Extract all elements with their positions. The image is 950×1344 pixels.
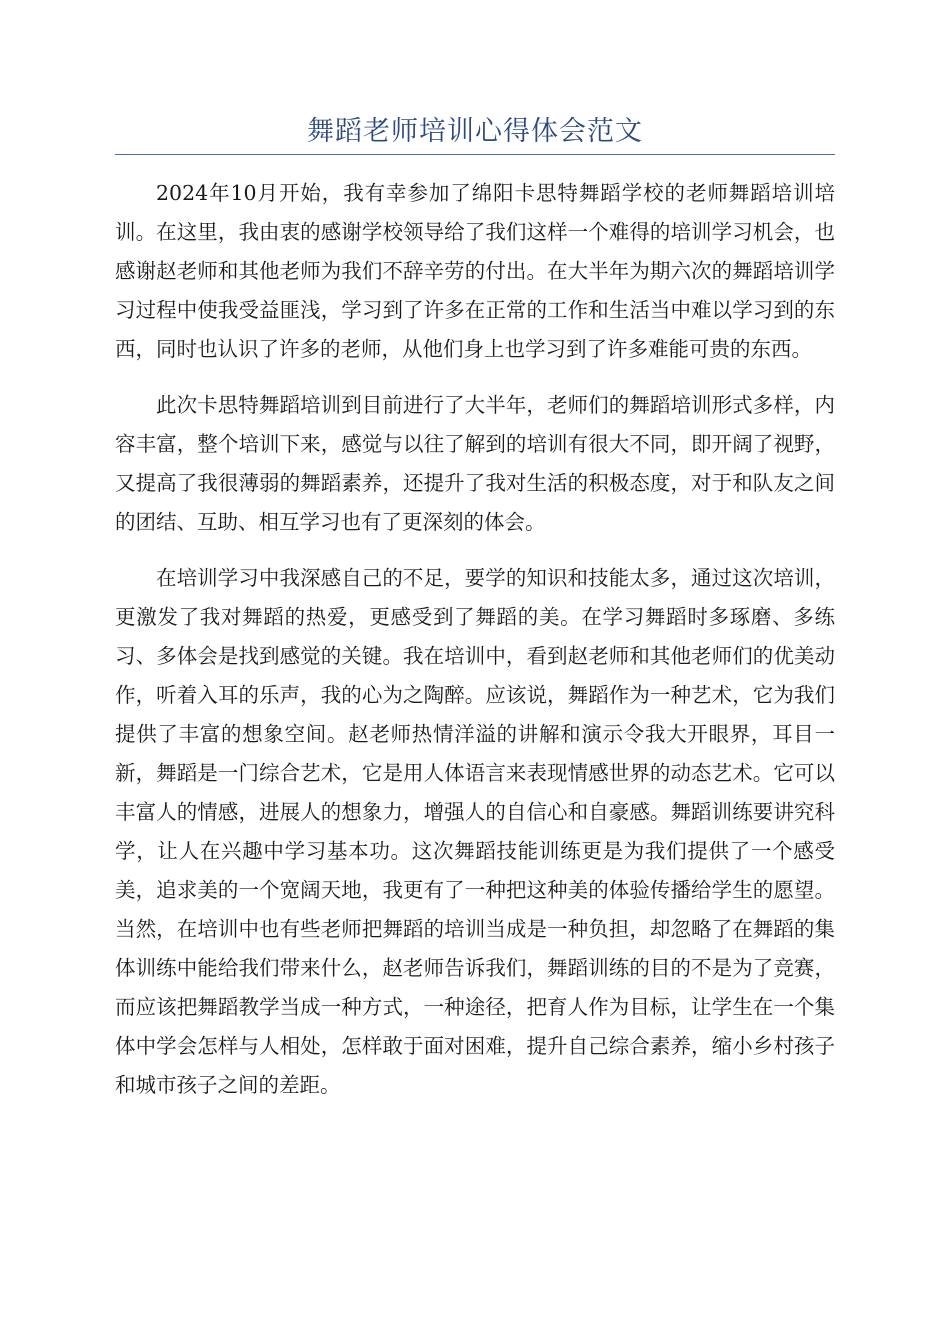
document-body [115,174,835,1122]
paragraph-2: 此次卡思特舞蹈培训到目前进行了大半年，老师们的舞蹈培训形式多样，内容丰富，整个培训下来，感觉与以往了解到的培训有很大不同，即开阔了视野，又提高了我很薄弱的舞蹈素养，还提升了我对生活的积极态度，对于和队友之间的团结、互助、相互学习也有了更深刻的体会。 [115,393,835,534]
title-underline [115,154,835,155]
paragraph-3: 在培训学习中我深感自己的不足，要学的知识和技能太多，通过这次培训，更激发了我对舞蹈的热爱，更感受到了舞蹈的美。在学习舞蹈时多琢磨、多练习、多体会是找到感觉的关键。我在培训中，看到赵老师和其他老师们的优美动作，听着入耳的乐声，我的心为之陶醉。应该说，舞蹈作为一种艺术，它为我们提供了丰富的想象空间。赵老师热情洋溢的讲解和演示令我大开眼界，耳目一新，舞蹈是一门综合艺术，它是用人体语言来表现情感世界的动态艺术。它可以丰富人的情感，进展人的想象力，增强人的自信心和自豪感。舞蹈训练要讲究科学，让人在兴趣中学习基本功。这次舞蹈技能训练更是为我们提供了一个感受美，追求美的一个宽阔天地，我更有了一种把这种美的体验传播给学生的愿望。当然，在培训中也有些老师把舞蹈的培训当成是一种负担，却忽略了在舞蹈的集体训练中能给我们带来什么，赵老师告诉我们，舞蹈训练的目的不是为了竞赛，而应该把舞蹈教学当成一种方式，一种途径，把育人作为目标，让学生在一个集体中学会怎样与人相处，怎样敢于面对困难，提升自己综合素养，缩小乡村孩子和城市孩子之间的差距。 [115,566,835,1097]
paragraph-1: 2024年10月开始，我有幸参加了绵阳卡思特舞蹈学校的老师舞蹈培训培训。在这里，我由衷的感谢学校领导给了我们这样一个难得的培训学习机会，也感谢赵老师和其他老师为我们不辞辛劳的付出。在大半年为期六次的舞蹈培训学习过程中使我受益匪浅，学习到了许多在正常的工作和生活当中难以学习到的东西，同时也认识了许多的老师，从他们身上也学习到了许多难能可贵的东西。 [115,181,835,361]
document-title: 舞蹈老师培训心得体会范文 [307,116,643,147]
